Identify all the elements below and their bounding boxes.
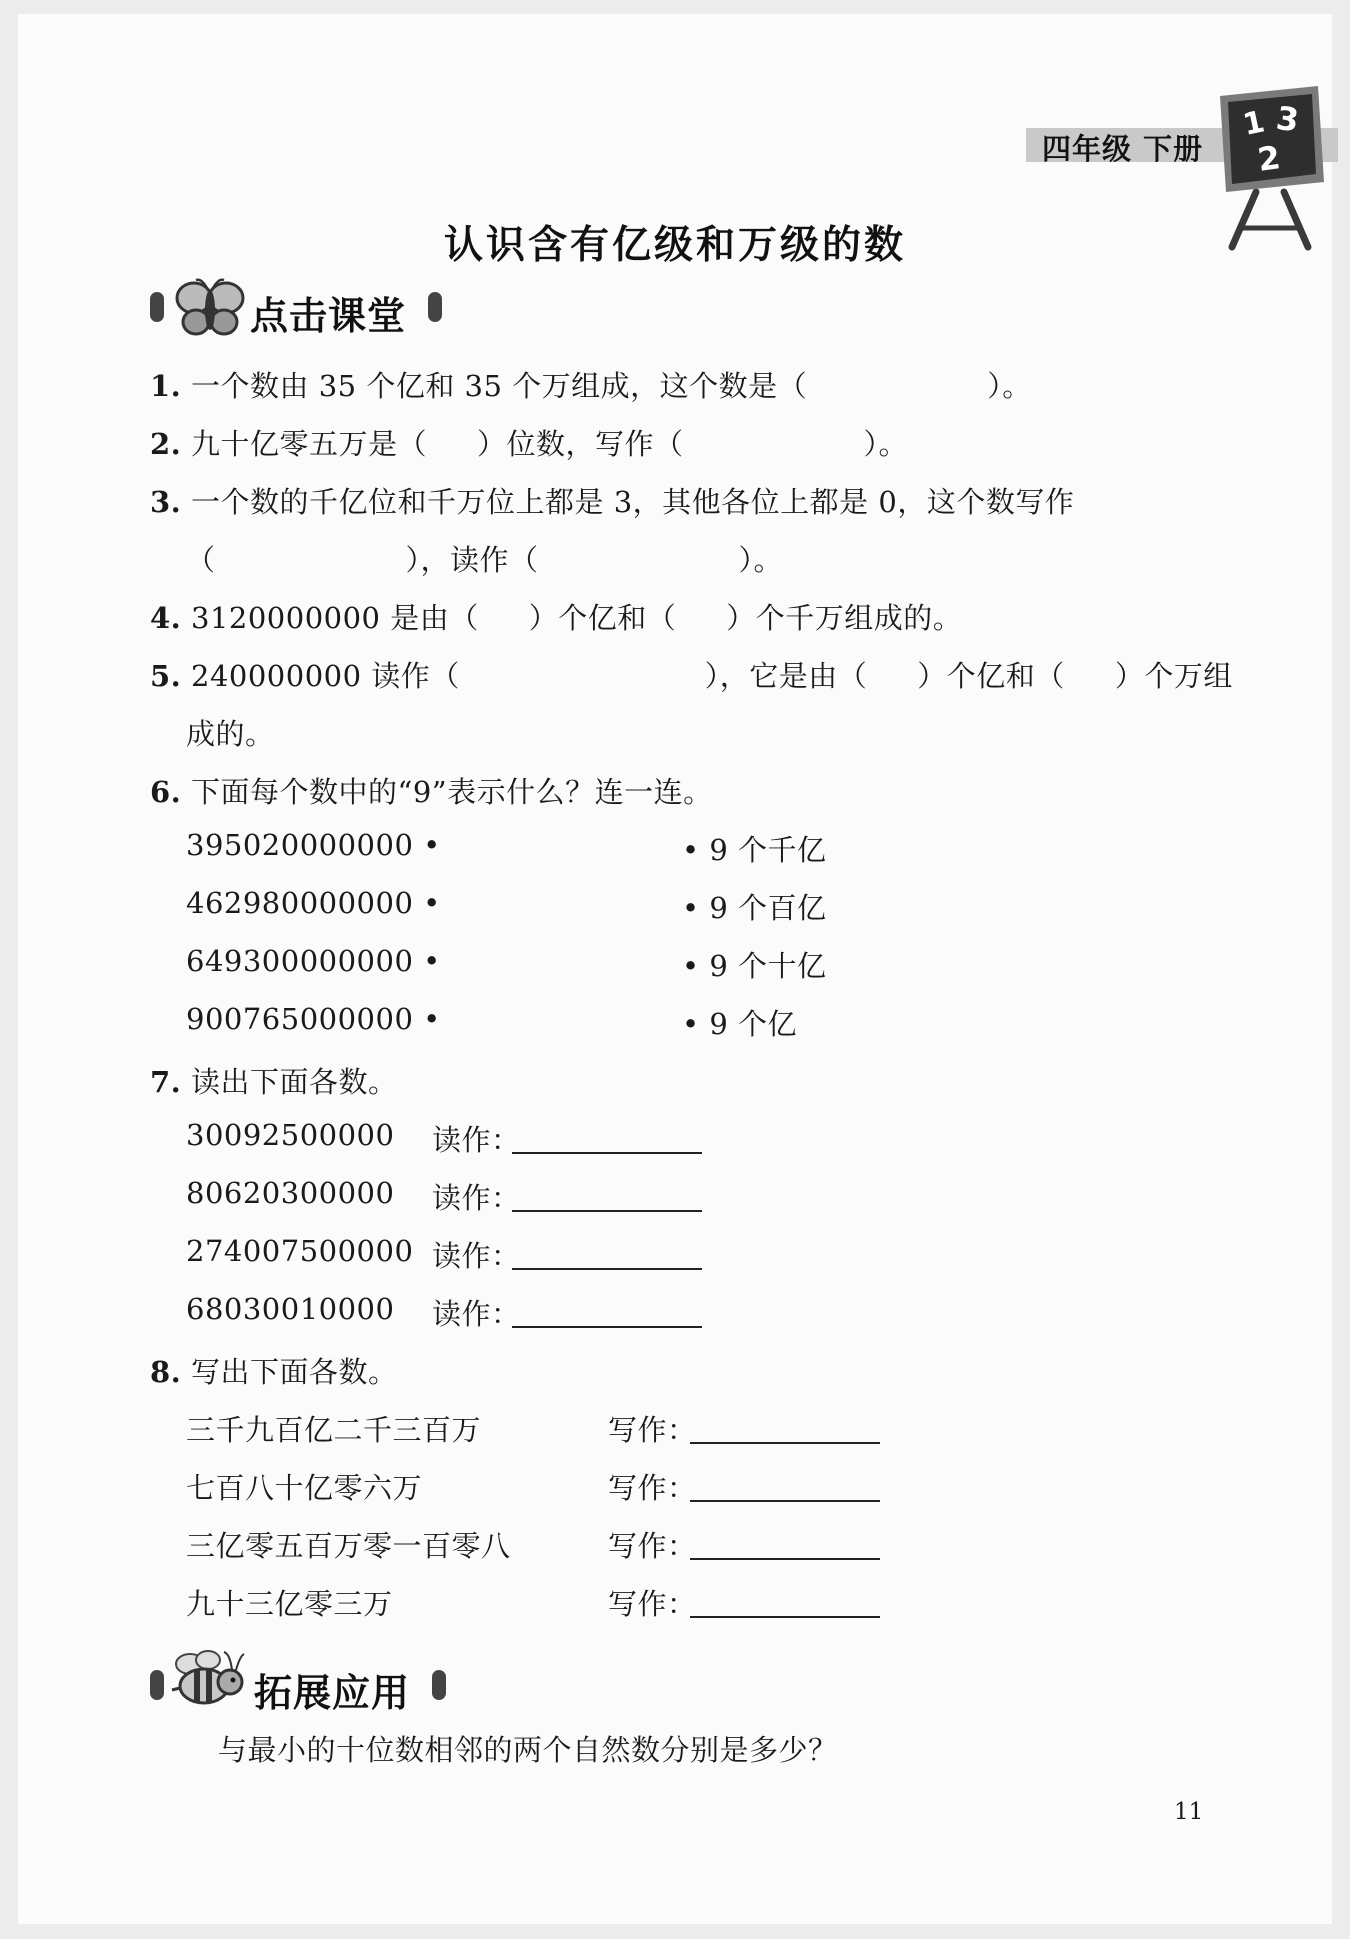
question-number: 1. bbox=[150, 369, 182, 403]
match-left-item[interactable]: 462980000000 • bbox=[186, 886, 441, 920]
answer-line[interactable] bbox=[690, 1558, 880, 1560]
section-bracket-right bbox=[432, 1670, 446, 1700]
write-label: 写作： bbox=[608, 1413, 697, 1447]
answer-line[interactable] bbox=[512, 1210, 702, 1212]
read-number: 68030010000 bbox=[186, 1292, 395, 1326]
question-4 bbox=[150, 596, 962, 637]
question-number: 6. bbox=[150, 775, 182, 809]
question-text: ）个亿和（ bbox=[917, 659, 1065, 693]
question-text: ）个千万组成的。 bbox=[726, 601, 963, 635]
bee-icon bbox=[168, 1648, 248, 1710]
answer-line[interactable] bbox=[690, 1442, 880, 1444]
match-right-item[interactable]: • 9 个百亿 bbox=[682, 891, 827, 925]
question-text: ）个亿和（ bbox=[528, 601, 677, 635]
match-right-item[interactable]: • 9 个亿 bbox=[682, 1007, 797, 1041]
question-text: 九十亿零五万是（ bbox=[191, 427, 428, 461]
question-5 bbox=[150, 654, 1233, 695]
write-words: 三千九百亿二千三百万 bbox=[186, 1413, 482, 1447]
question-text: 3120000000 是由（ bbox=[191, 601, 479, 635]
question-text: 下面每个数中的“9”表示什么？连一连。 bbox=[191, 775, 713, 809]
question-6 bbox=[150, 770, 713, 811]
question-text: 一个数由 35 个亿和 35 个万组成，这个数是（ bbox=[191, 369, 808, 403]
answer-line[interactable] bbox=[512, 1152, 702, 1154]
question-2 bbox=[150, 422, 908, 463]
question-number: 3. bbox=[150, 485, 182, 519]
question-number: 4. bbox=[150, 601, 182, 635]
section-bracket-right bbox=[428, 292, 442, 322]
read-number: 80620300000 bbox=[186, 1176, 395, 1210]
question-3-line-2 bbox=[186, 538, 783, 579]
butterfly-icon bbox=[174, 276, 246, 340]
question-3 bbox=[150, 480, 1074, 521]
question-number: 5. bbox=[150, 659, 182, 693]
question-text: ），它是由（ bbox=[704, 659, 868, 693]
match-right-item[interactable]: • 9 个千亿 bbox=[682, 833, 827, 867]
answer-line[interactable] bbox=[690, 1616, 880, 1618]
write-words: 九十三亿零三万 bbox=[186, 1587, 393, 1621]
write-label: 写作： bbox=[608, 1587, 697, 1621]
question-1 bbox=[150, 364, 1032, 405]
question-text: 一个数的千亿位和千万位上都是 3，其他各位上都是 0，这个数写作 bbox=[191, 485, 1075, 519]
question-text: ）。 bbox=[863, 427, 909, 461]
match-left-item[interactable]: 649300000000 • bbox=[186, 944, 441, 978]
badge-digit-2: 2 bbox=[1255, 138, 1283, 179]
page-title: 认识含有亿级和万级的数 bbox=[443, 223, 906, 268]
read-label: 读作： bbox=[432, 1123, 521, 1157]
read-number: 274007500000 bbox=[186, 1234, 414, 1268]
write-words: 三亿零五百万零一百零八 bbox=[186, 1529, 511, 1563]
question-text: ），读作（ bbox=[405, 543, 539, 577]
question-text: 240000000 读作（ bbox=[191, 659, 460, 693]
section-label-classroom: 点击课堂 bbox=[250, 294, 407, 338]
question-number: 7. bbox=[150, 1065, 182, 1099]
answer-line[interactable] bbox=[512, 1268, 702, 1270]
question-text: ）。 bbox=[738, 543, 784, 577]
badge-digit-1: 1 bbox=[1239, 104, 1268, 143]
question-number: 8. bbox=[150, 1355, 182, 1389]
question-8 bbox=[150, 1350, 398, 1391]
question-5-line-2: 成的。 bbox=[186, 717, 275, 751]
read-label: 读作： bbox=[432, 1297, 521, 1331]
page-number: 11 bbox=[1174, 1799, 1204, 1825]
question-text: ）个万组 bbox=[1114, 659, 1233, 693]
question-text: 读出下面各数。 bbox=[191, 1065, 398, 1099]
section-bracket-left bbox=[150, 292, 164, 322]
question-text: ）位数，写作（ bbox=[477, 427, 684, 461]
write-label: 写作： bbox=[608, 1471, 697, 1505]
question-text: ）。 bbox=[987, 369, 1032, 403]
write-label: 写作： bbox=[608, 1529, 697, 1563]
badge-digit-3: 3 bbox=[1273, 98, 1302, 140]
question-text: （ bbox=[186, 543, 216, 577]
section-label-extension: 拓展应用 bbox=[254, 1671, 411, 1715]
grade-label: 四年级 下册 bbox=[1042, 132, 1204, 166]
extension-question: 与最小的十位数相邻的两个自然数分别是多少？ bbox=[218, 1733, 838, 1767]
answer-line[interactable] bbox=[512, 1326, 702, 1328]
question-text: 写出下面各数。 bbox=[191, 1355, 398, 1389]
match-left-item[interactable]: 900765000000 • bbox=[186, 1002, 441, 1036]
write-words: 七百八十亿零六万 bbox=[186, 1471, 423, 1505]
question-number: 2. bbox=[150, 427, 182, 461]
read-label: 读作： bbox=[432, 1181, 521, 1215]
read-number: 30092500000 bbox=[186, 1118, 395, 1152]
match-right-item[interactable]: • 9 个十亿 bbox=[682, 949, 827, 983]
match-left-item[interactable]: 395020000000 • bbox=[186, 828, 441, 862]
section-bracket-left bbox=[150, 1670, 164, 1700]
read-label: 读作： bbox=[432, 1239, 521, 1273]
question-7 bbox=[150, 1060, 398, 1101]
answer-line[interactable] bbox=[690, 1500, 880, 1502]
